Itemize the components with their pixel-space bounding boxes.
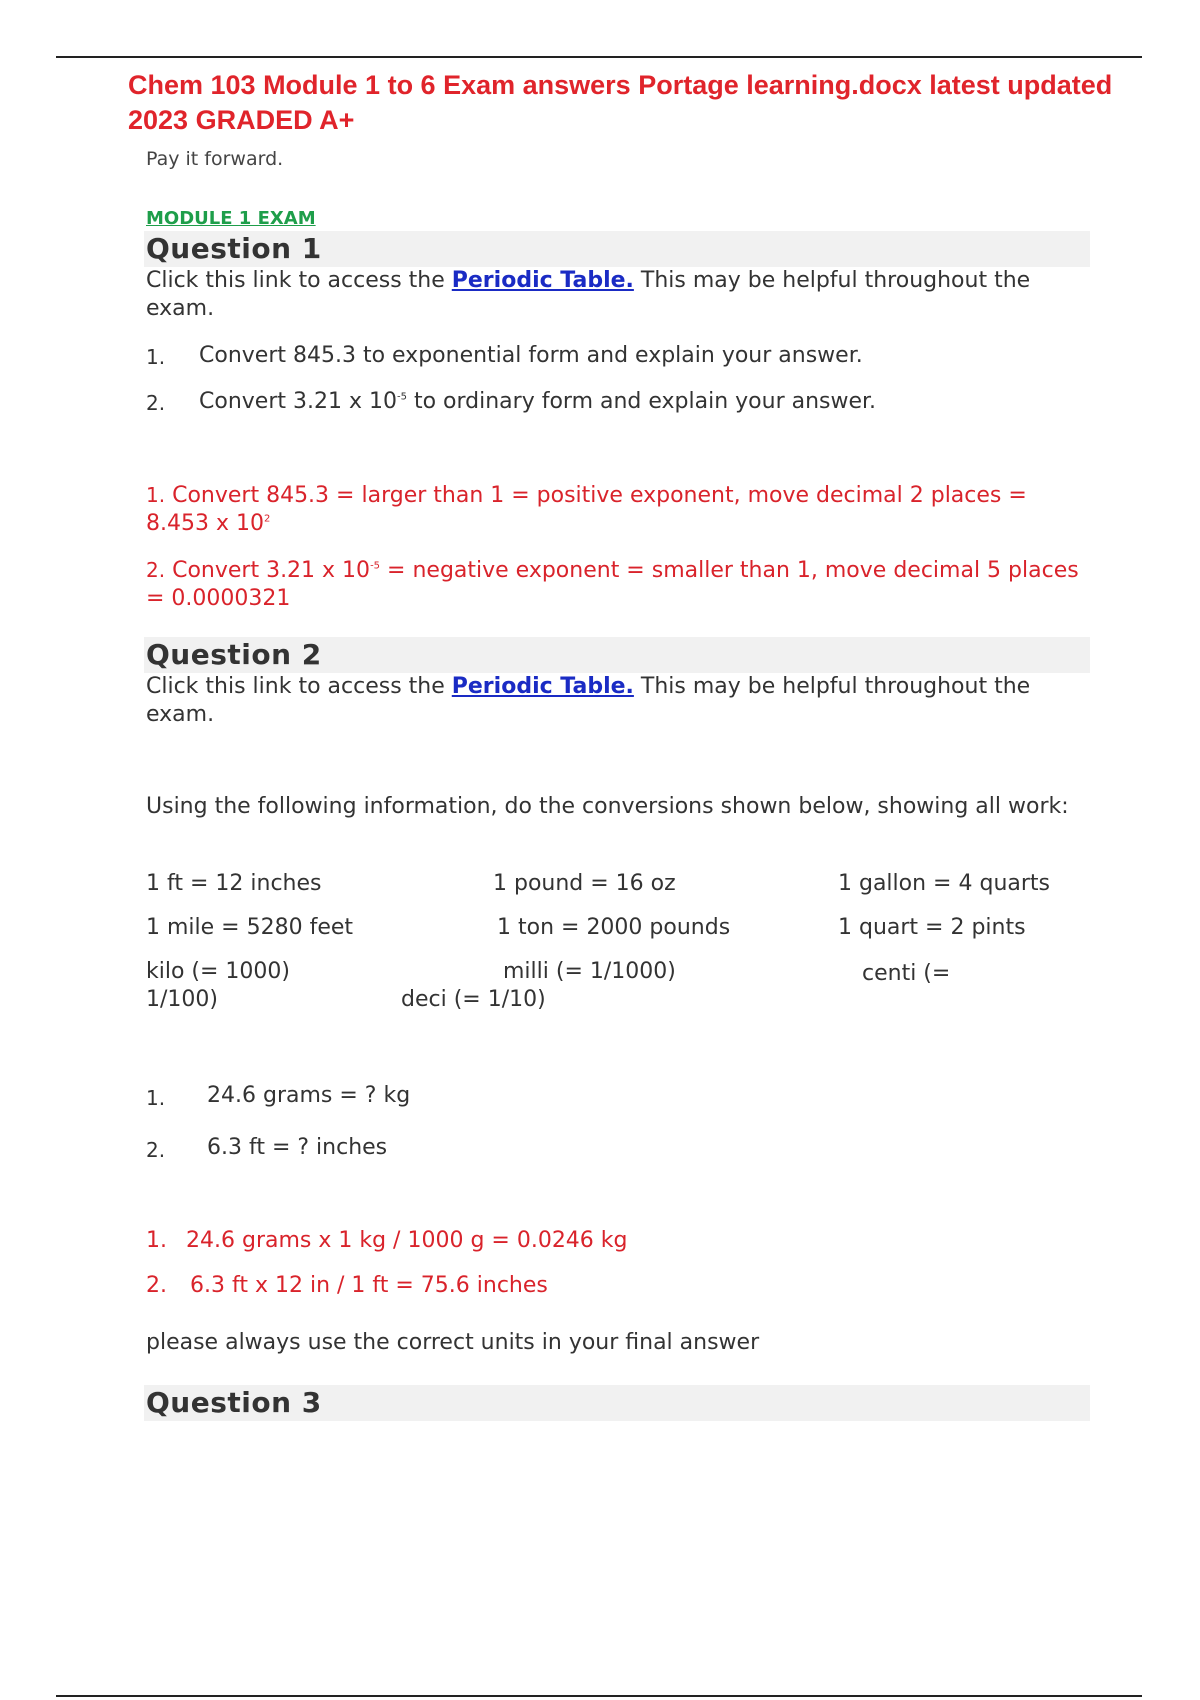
conversion-fact: 1 pound = 16 oz — [493, 871, 676, 896]
exponent: -5 — [370, 560, 381, 572]
conversion-fact: 1 ft = 12 inches — [146, 871, 322, 896]
question-1-intro — [146, 267, 1086, 323]
answer-number: 2. — [146, 558, 166, 582]
question-2-intro — [146, 673, 1086, 729]
conversion-fact: 1 mile = 5280 feet — [146, 915, 354, 940]
intro-text: Click this link to access the — [146, 674, 452, 699]
tagline: Pay it forward. — [146, 148, 284, 170]
answer-text: Convert 3.21 x 10 — [165, 558, 371, 583]
item-text: to ordinary form and explain your answer. — [406, 389, 877, 414]
answer-2: 6.3 ft x 12 in / 1 ft = 75.6 inches — [190, 1273, 548, 1298]
conversion-fact: 1/100) — [146, 987, 218, 1012]
list-item: Convert 845.3 to exponential form and explain your answer. — [199, 343, 863, 368]
conversion-fact: 1 gallon = 4 quarts — [838, 871, 1050, 896]
answer-text: = negative exponent = smaller than 1, move decimal 5 places = 0.0000321 — [146, 558, 1079, 611]
answer-number: 1. — [146, 1228, 167, 1253]
question-2-heading: Question 2 — [144, 637, 1090, 673]
list-item-number: 1. — [146, 1086, 166, 1110]
conversion-fact: deci (= 1/10) — [401, 987, 546, 1012]
question-3-heading: Question 3 — [144, 1385, 1090, 1421]
list-item: 6.3 ft = ? inches — [207, 1135, 388, 1160]
periodic-table-link[interactable]: Periodic Table. — [451, 674, 634, 699]
list-item-number: 1. — [146, 345, 166, 369]
bottom-rule — [56, 1695, 1142, 1697]
answer-2 — [146, 556, 1086, 613]
intro-text: This may be helpful throughout the exam. — [146, 268, 1031, 321]
conversion-fact: kilo (= 1000) — [146, 959, 290, 984]
question-1-heading: Question 1 — [144, 231, 1090, 267]
units-note: please always use the correct units in your final answer — [146, 1330, 760, 1355]
list-item-number: 2. — [146, 1138, 166, 1162]
document-title: Chem 103 Module 1 to 6 Exam answers Portage learning.docx latest updated 2023 GRADED A+ — [128, 70, 1113, 135]
conversion-fact: milli (= 1/1000) — [503, 959, 676, 984]
list-item — [199, 389, 876, 414]
conversion-fact: 1 ton = 2000 pounds — [497, 915, 731, 940]
item-text: Convert 3.21 x 10 — [199, 389, 397, 414]
top-rule — [56, 56, 1142, 58]
exponent: 2 — [263, 513, 271, 525]
answer-number: 1. — [146, 483, 166, 507]
answer-1: 24.6 grams x 1 kg / 1000 g = 0.0246 kg — [186, 1228, 628, 1253]
conversion-fact: 1 quart = 2 pints — [838, 915, 1026, 940]
intro-text: Click this link to access the — [146, 268, 452, 293]
list-item-number: 2. — [146, 391, 166, 415]
intro-text: This may be helpful throughout the exam. — [146, 674, 1031, 727]
question-2-instructions: Using the following information, do the conversions shown below, showing all work: — [146, 794, 1069, 819]
exponent: -5 — [396, 391, 407, 403]
answer-1 — [146, 481, 1086, 538]
list-item: 24.6 grams = ? kg — [207, 1083, 411, 1108]
answer-text: Convert 845.3 = larger than 1 = positive exponent, move decimal 2 places = 8.453 x 10 — [146, 483, 1027, 536]
conversion-fact: centi (= — [862, 961, 951, 986]
module-label: MODULE 1 EXAM — [146, 208, 316, 229]
periodic-table-link[interactable]: Periodic Table. — [451, 268, 634, 293]
answer-number: 2. — [146, 1273, 167, 1298]
